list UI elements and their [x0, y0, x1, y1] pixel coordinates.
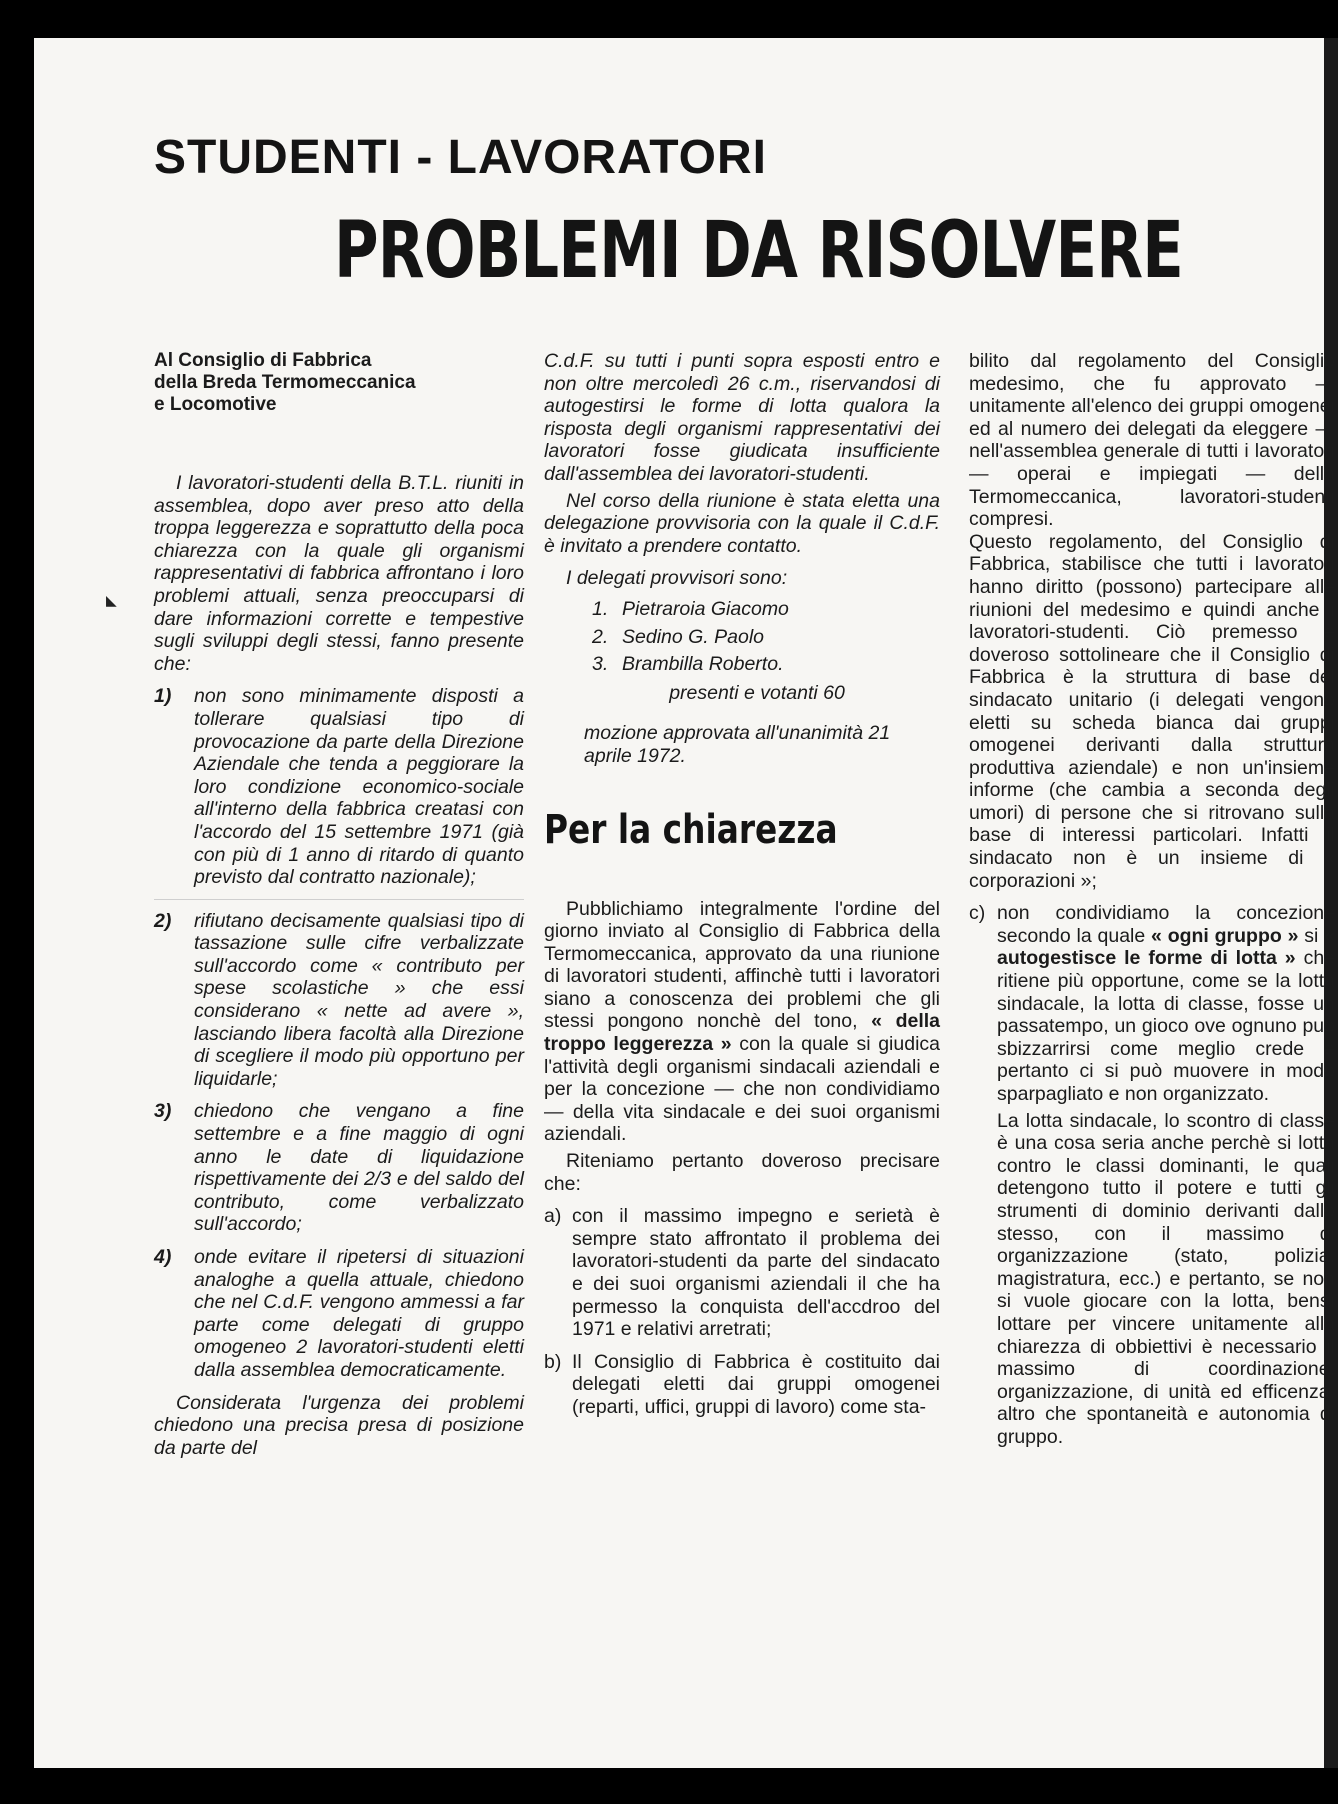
regolamento-paragraph: Questo regolamento, del Consiglio di Fabbrica, stabilisce che tutti i lavoratori hanno diritto (possono) partecipare alle riunioni del medesimo e quindi anche i lavoratori-studenti. Ciò premesso è doveroso sottolineare che il Consiglio di Fabbrica è la struttura di base del sindacato unitario (i delegati vengono eletti su scheda bianca dai gruppi omogenei derivanti dalla struttura produttiva aziendale) e non un'insieme informe (che cambia a seconda degli umori) di persone che si ritrovano sulla base di interessi particolari. Infatti il sindacato non è un insieme di « corporazioni »;: [969, 530, 1335, 892]
addressee: [154, 350, 524, 416]
delegate-name: Pietraroia Giacomo: [622, 597, 789, 620]
item-letter: a): [544, 1205, 562, 1228]
item-text: non condividiamo la concezione secondo la quale: [997, 902, 1335, 947]
item-text: che ritiene più opportune, come se la lotta sindacale, la lotta di classe, fosse un passatempo, un gioco ove ognuno può sbizzarrirsi come meglio crede e pertanto ci si può muovere in modo sparpagliato e non organizzato.: [997, 947, 1336, 1105]
body-text: con la quale si giudica l'attività degli organismi sindacali aziendali e per la concezione — che non condividiamo — della vita sindacale e dei suoi organismi aziendali.: [544, 1033, 941, 1146]
delegation-paragraph: Nel corso della riunione è stata eletta una delegazione provvisoria con la quale il C.d.F. è invitato a prendere contatto.: [544, 489, 940, 557]
item-letter: c): [969, 902, 986, 925]
points-list: [544, 1205, 940, 1418]
kicker-title: STUDENTI - LAVORATORI: [154, 131, 767, 184]
item-number: 3): [154, 1100, 172, 1123]
list-item: [592, 626, 940, 649]
motion-note: mozione approvata all'unanimità 21 aprile 1972.: [584, 722, 891, 767]
list-item: [154, 1246, 524, 1382]
body-emphasis: « autogestisce le forme di lotta »: [997, 924, 1336, 970]
precisare-paragraph: Riteniamo pertanto doveroso precisare che:: [544, 1150, 940, 1195]
list-item: [544, 1351, 940, 1419]
lotta-paragraph: La lotta sindacale, lo scontro di classe è una cosa seria anche perchè si lotta contro le classi dominanti, le quali detengono tutto il potere e tutti gli strumenti di dominio derivanti dallo stesso, con il massimo di organizzazione (stato, polizia, magistratura, ecc.) e pertanto, se non si vuole giocare con la lotta, bensì lottare per vincere unitamente alla chiarezza di obbiettivi è necessario il massimo di coordinazione, organizzazione, di unità ed efficenza, altro che spontaneità e autonomia di gruppo.: [997, 1109, 1335, 1448]
list-item: [154, 685, 524, 888]
list-item: [592, 653, 940, 676]
item-number: 2.: [592, 625, 609, 648]
margin-mark-icon: ◣: [106, 592, 117, 608]
item-text: rifiutano decisamente qualsiasi tipo di tassazione sulle cifre verbalizzate sull'accordo come « contributo per spese scolastiche » che essi considerano « nette ad avere », lasciando libera facoltà alla Direzione di scegliere il modo più opportuno per liquidarle;: [194, 909, 524, 1090]
item-text: con il massimo impegno e serietà è sempre stato affrontato il problema dei lavoratori-studenti da parte del sindacato e dei suoi organismi aziendali il che ha permesso la conquista dell'accdroo del 1971 e relativi arretrati;: [572, 1205, 940, 1341]
body-paragraph: [544, 898, 940, 1147]
list-item: [969, 902, 1335, 1105]
item-number: 1.: [592, 597, 609, 620]
delegate-name: Brambilla Roberto.: [622, 653, 784, 676]
column-2: [544, 350, 940, 1419]
item-text: onde evitare il ripetersi di situazioni analoghe a quella attuale, chiedono che nel C.d.F. vengono ammessi a far parte come delegati di gruppo omogeneo 2 lavoratori-studenti eletti dalla assemblea democraticamente.: [194, 1246, 524, 1381]
item-number: 3.: [592, 653, 609, 676]
column-3: [969, 350, 1335, 1449]
column-1: [154, 350, 524, 1459]
points-list: [969, 902, 1335, 1105]
intro-paragraph: I lavoratori-studenti della B.T.L. riuniti in assemblea, dopo aver preso atto della troppa leggerezza e soprattutto della poca chiarezza con la quale gli organismi rappresentativi di fabbrica affrontano i loro problemi attuali, senza preoccuparsi di dare informazioni corrette e tempestive sugli sviluppi degli stessi, fanno presente che:: [154, 472, 524, 675]
list-item: [154, 1100, 524, 1236]
item-text: si: [1304, 924, 1319, 947]
list-item: [154, 899, 524, 1091]
section-subhead: Per la chiarezza: [544, 806, 838, 853]
delegates-list: [544, 598, 940, 676]
body-text: Pubblichiamo integralmente l'ordine del giorno inviato al Consiglio di Fabbrica della Termomeccanica, approvato da una riunione di lavoratori studenti, affinchè tutti i lavoratori siano a conoscenza dei problemi che gli stessi pongono nonchè del tono,: [544, 897, 940, 1033]
demands-list: [154, 685, 524, 1381]
item-text: non sono minimamente disposti a tollerare qualsiasi tipo di provocazione da parte della Direzione Aziendale che tenda a peggiorare la loro condizione economico-sociale all'interno della fabbrica creatasi con l'accordo del 15 settembre 1971 (già con più di 1 anno di ritardo di quanto previsto dal contratto nazionale);: [194, 685, 524, 889]
item-number: 2): [154, 909, 172, 932]
delegate-name: Sedino G. Paolo: [622, 625, 765, 648]
continuation-paragraph: bilito dal regolamento del Consiglio medesimo, che fu approvato — unitamente all'elenco dei gruppi omogenei ed al numero dei delegati da eleggere — nell'assemblea generale di tutti i lavoratori — operai e impiegati — della Termomeccanica, lavoratori-studenti compresi.: [969, 350, 1335, 531]
body-emphasis: « della troppo leggerezza »: [544, 1010, 941, 1056]
item-letter: b): [544, 1350, 562, 1373]
list-item: [592, 598, 940, 621]
headline: PROBLEMI DA RISOLVERE: [334, 206, 1184, 296]
item-text: Il Consiglio di Fabbrica è costituito dai delegati eletti dai gruppi omogenei (reparti, uffici, gruppi di lavoro) come sta-: [572, 1350, 940, 1418]
magazine-page: [34, 38, 1338, 1768]
item-number: 1): [154, 685, 172, 708]
list-item: [544, 1205, 940, 1341]
continuation-paragraph: C.d.F. su tutti i punti sopra esposti entro e non oltre mercoledì 26 c.m., riservandosi di autogestirsi le forme di lotta qualora la risposta degli organismi rappresentativi dei lavoratori fosse giudicata insufficiente dall'assemblea dei lavoratori-studenti.: [544, 350, 940, 485]
delegates-intro: I delegati provvisori sono:: [566, 567, 788, 590]
closing-paragraph: Considerata l'urgenza dei problemi chiedono una precisa presa di posizione da parte del: [154, 1391, 524, 1459]
addressee-line: e Locomotive: [154, 394, 277, 415]
item-text: chiedono che vengano a fine settembre e a fine maggio di ogni anno le date di liquidazione rispettivamente dei 2/3 e del saldo del contributo, come verbalizzato sull'accordo;: [194, 1100, 524, 1236]
body-emphasis: « ogni gruppo »: [1151, 924, 1299, 947]
addressee-line: Al Consiglio di Fabbrica: [154, 350, 372, 371]
attendance-note: presenti e votanti 60: [669, 681, 845, 704]
item-number: 4): [154, 1246, 172, 1268]
addressee-line: della Breda Termomeccanica: [154, 372, 416, 393]
